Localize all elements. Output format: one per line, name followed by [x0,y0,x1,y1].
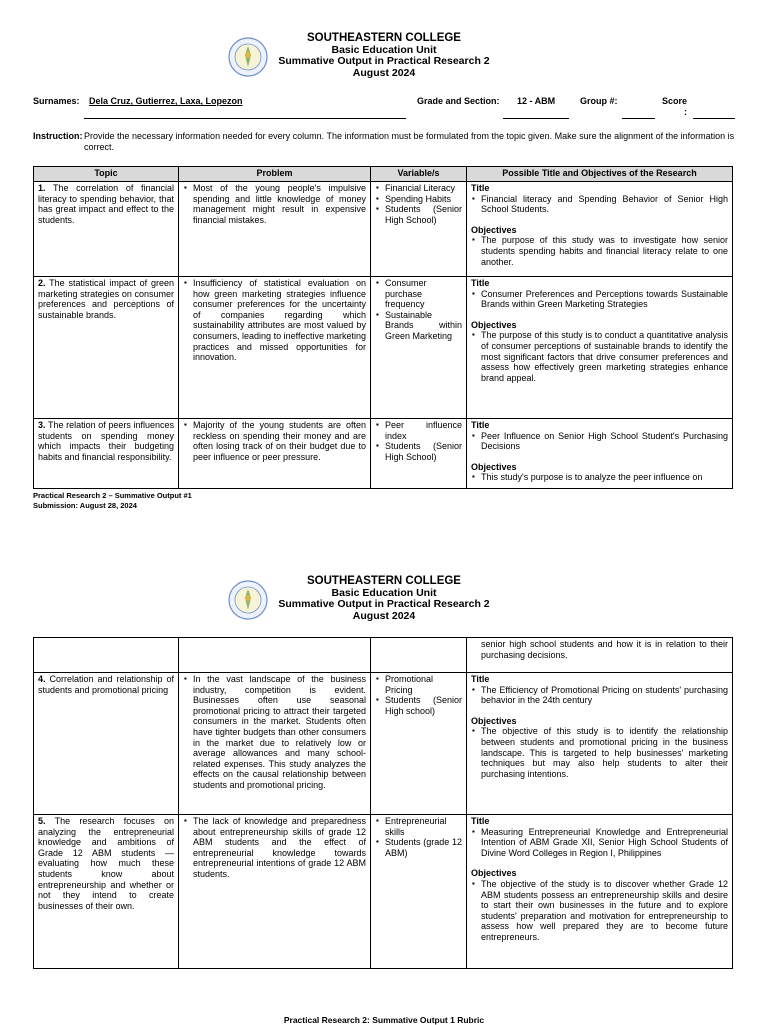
instruction-text: Provide the necessary information needed for every column. The information must be formulated from the topic given. Make sure the alignment of the information is correct. [84,131,735,152]
problem-cell[interactable]: ▪ Majority of the young students are often reckless on spending their money and are often losing track of on their budget due to peer influence or peer pressure. [179,419,371,489]
topic-cell[interactable]: 5. The research focuses on analyzing the entrepreneurial knowledge and ambitions of Grade 12 ABM students — evaluating how much these students know about entrepreneurship and whether or not they intend to create businesses of their own. [34,815,179,969]
col-variables: Variable/s [371,167,467,182]
table-row [34,419,733,489]
continuation-text: senior high school students and how it is in relation to their purchasing decisions. [481,639,728,660]
output-title: Summative Output in Practical Research 2 [278,598,490,610]
research-table-page1 [33,166,733,489]
topic-cell[interactable]: 2. The statistical impact of green marketing strategies on consumer preferences and perceptions of sustainable brands. [34,277,179,419]
score-colon: : [684,107,687,117]
research-table-page2 [33,637,733,969]
col-title-objectives: Possible Title and Objectives of the Research [467,167,733,182]
header-date: August 2024 [352,609,416,622]
header-date: August 2024 [352,66,416,79]
problem-cell[interactable] [179,638,371,673]
unit-name: Basic Education Unit [331,43,437,56]
table-row [34,673,733,815]
table-row [34,815,733,969]
footer-note [33,491,192,511]
title-objectives-cell[interactable]: Title ▪ Consumer Preferences and Perceptions towards Sustainable Brands within Green Marketing Strategies Objectives ▪ The purpose of this study is to conduct a quantitative analysis of consumer perceptions of sustainable brands to identify the most significant factors that drive consumer preferences and assess how effectively green marketing strategies enhance brand appeal. [467,277,733,419]
variables-cell[interactable]: ▪ Entrepreneurial skills ▪ Students (grade 12 ABM) [371,815,467,969]
variables-cell[interactable]: ▪ Consumer purchase frequency ▪ Sustainable Brands within Green Marketing [371,277,467,419]
col-problem: Problem [179,167,371,182]
group-label: Group #: [580,96,618,106]
title-objectives-cell[interactable]: Title ▪ Peer Influence on Senior High School Student's Purchasing Decisions Objectives ▪ This study's purpose is to analyze the peer influence on [467,419,733,489]
title-objectives-cell[interactable] [467,638,733,673]
grade-value[interactable]: 12 - ABM [517,96,556,106]
table-row [34,277,733,419]
title-objectives-cell[interactable]: Title ▪ The Efficiency of Promotional Pricing on students' purchasing behavior in the 24th century Objectives ▪ The objective of this study is to identify the relationship between students and promotional pricing in the business landscape. This is targeted to help businesses' marketing techniques but may also help students to alter their purchasing intentions. [467,673,733,815]
title-objectives-cell[interactable]: Title ▪ Financial literacy and Spending Behavior of Senior High School Students. Objectives ▪ The purpose of this study was to investigate how senior students spending habits and financial literacy relate to one another. [467,182,733,277]
rubric-title: Practical Research 2: Summative Output 1 Rubric [283,1015,485,1025]
surnames-value[interactable]: Dela Cruz, Gutierrez, Laxa, Lopezon [89,96,243,106]
table-row [34,638,733,673]
topic-cell[interactable]: 1. The correlation of financial literacy to spending behavior, that has great impact and effect to the students. [34,182,179,277]
college-name: SOUTHEASTERN COLLEGE [307,575,461,587]
footer-line1: Practical Research 2 – Summative Output #1 [33,491,192,500]
variables-cell[interactable]: ▪ Peer influence index ▪ Students (Senior High School) [371,419,467,489]
footer-line2: Submission: August 28, 2024 [33,501,137,510]
instruction-label: Instruction: [33,131,83,141]
topic-cell[interactable]: 4. Correlation and relationship of students and promotional pricing [34,673,179,815]
score-label: Score [662,96,688,106]
variables-cell[interactable] [371,638,467,673]
problem-cell[interactable]: ▪ Most of the young people's impulsive spending and little knowledge of money management might result in expensive financial mistakes. [179,182,371,277]
problem-cell[interactable]: ▪ In the vast landscape of the business industry, competition is evident. Businesses often use seasonal promotional pricing to attract their targeted consumers in the market. Students often have tighter budgets than other consumers in the market due to relatively low or average allowances and many school-related expenses. This study analyzes the effects on the causal relationship between students and promotional pricing. [179,673,371,815]
problem-cell[interactable]: ▪ Insufficiency of statistical evaluation on how green marketing strategies influence consumer preferences for the uncertainty of companies regarding which sustainability attributes are most valued by consumers, leading to ineffective marketing practices and missed opportunities for innovation. [179,277,371,419]
topic-cell[interactable] [34,638,179,673]
table-row [34,182,733,277]
output-title: Summative Output in Practical Research 2 [278,55,490,67]
surnames-label: Surnames: [33,96,80,106]
grade-label: Grade and Section: [417,96,500,106]
college-name: SOUTHEASTERN COLLEGE [307,32,461,44]
problem-cell[interactable]: ▪ The lack of knowledge and preparedness about entrepreneurship skills of grade 12 ABM students and the effect of entrepreneurial knowledge towards entrepreneurial intentions of grade 12 ABM students. [179,815,371,969]
instruction [33,131,738,152]
topic-cell[interactable]: 3. The relation of peers influences students on spending money which impacts their budgeting habits and financial responsibility. [34,419,179,489]
variables-cell[interactable]: ▪ Financial Literacy ▪ Spending Habits ▪ Students (Senior High School) [371,182,467,277]
unit-name: Basic Education Unit [331,586,437,599]
variables-cell[interactable]: ▪ Promotional Pricing ▪ Students (Senior High school) [371,673,467,815]
col-topic: Topic [34,167,179,182]
title-objectives-cell[interactable]: Title ▪ Measuring Entrepreneurial Knowledge and Entrepreneurial Intention of ABM Grade XII, Senior High School Students of Divine Word Colleges in Region I, Philippines Objectives ▪ The objective of the study is to discover whether Grade 12 ABM students possess an entrepreneurship skills and desire to start their own businesses in the future and to explore students' preparation and motivation for entrepreneurship to assess how well prepared they are to become future entrepreneurs. [467,815,733,969]
